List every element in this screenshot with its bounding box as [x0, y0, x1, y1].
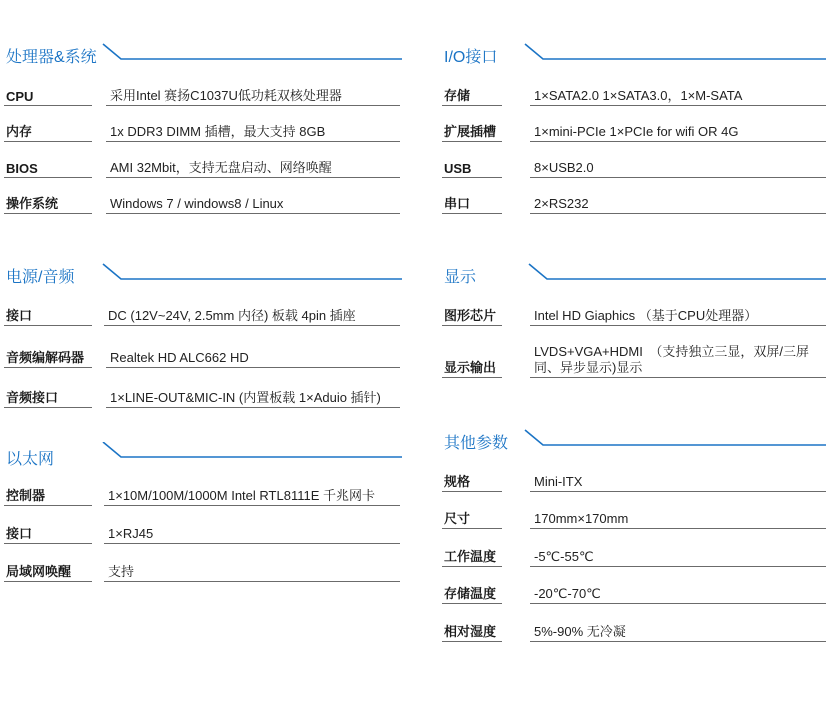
label-underline	[4, 105, 92, 106]
label-underline	[442, 491, 502, 492]
spec-value: LVDS+VGA+HDMI （支持独立三显，双屏/三屏同、异步显示)显示	[534, 344, 809, 375]
section-header	[438, 40, 830, 68]
value-underline	[106, 407, 400, 408]
section-header	[0, 40, 405, 68]
spec-label: 操作系统	[6, 196, 59, 211]
spec-row-storage	[438, 84, 830, 106]
spec-label: 音频编解码器	[6, 350, 85, 365]
spec-row-power-interface	[0, 304, 405, 326]
spec-label: 工作温度	[444, 549, 497, 564]
label-underline	[442, 325, 502, 326]
section-header-line	[438, 260, 830, 288]
spec-value: 1×mini-PCIe 1×PCIe for wifi OR 4G	[534, 124, 739, 139]
value-underline	[530, 491, 826, 492]
spec-label: 存储温度	[444, 586, 497, 601]
spec-value: 170mm×170mm	[534, 511, 629, 526]
spec-value: 1×LINE-OUT&MIC-IN (内置板载 1×Aduio 插针)	[110, 390, 381, 405]
label-underline	[442, 213, 502, 214]
label-underline	[4, 177, 92, 178]
spec-row-dimensions	[438, 507, 830, 529]
spec-label: 显示输出	[444, 360, 497, 375]
value-underline	[104, 543, 400, 544]
section-header	[0, 442, 405, 470]
spec-value: DC (12V~24V, 2.5mm 内径) 板载 4pin 插座	[108, 308, 356, 323]
value-underline	[106, 367, 400, 368]
value-underline	[104, 505, 400, 506]
spec-row-bios	[0, 156, 405, 178]
spec-row-usb	[438, 156, 830, 178]
spec-label: 图形芯片	[444, 308, 497, 323]
spec-row-wake-on-lan	[0, 560, 405, 582]
section-title: 显示	[444, 269, 477, 286]
spec-row-cpu	[0, 84, 405, 106]
spec-row-os	[0, 192, 405, 214]
spec-row-humidity	[438, 620, 830, 642]
spec-label: 内存	[6, 124, 33, 139]
spec-label: 存储	[444, 88, 471, 103]
spec-label: 规格	[444, 474, 471, 489]
spec-value: 2×RS232	[534, 196, 589, 211]
value-underline	[104, 325, 400, 326]
spec-value: 5%-90% 无冷凝	[534, 624, 626, 639]
spec-row-controller	[0, 484, 405, 506]
spec-label: 相对湿度	[444, 624, 497, 639]
spec-label: USB	[444, 161, 472, 176]
section-processor-system	[0, 40, 405, 68]
spec-label: 扩展插槽	[444, 124, 497, 139]
value-underline	[106, 177, 400, 178]
spec-row-graphics-chip	[438, 304, 830, 326]
section-title: 其他参数	[444, 435, 509, 452]
section-title: 电源/音频	[6, 269, 75, 286]
label-underline	[442, 566, 502, 567]
label-underline	[442, 377, 502, 378]
spec-label: 串口	[444, 196, 471, 211]
spec-label: 接口	[6, 526, 33, 541]
spec-label: 局域网唤醒	[6, 564, 72, 579]
section-header	[438, 426, 830, 454]
label-underline	[4, 505, 92, 506]
spec-value: 1×10M/100M/1000M Intel RTL8111E 千兆网卡	[108, 488, 375, 503]
spec-value: 8×USB2.0	[534, 160, 594, 175]
spec-value: AMI 32Mbit，支持无盘启动、网络唤醒	[110, 160, 332, 175]
spec-label: 控制器	[6, 488, 46, 503]
label-underline	[4, 407, 92, 408]
value-underline	[104, 581, 400, 582]
spec-row-operating-temp	[438, 545, 830, 567]
section-title: 以太网	[6, 451, 55, 468]
section-header-line	[0, 442, 405, 470]
section-display	[438, 260, 830, 288]
section-header	[438, 260, 830, 288]
spec-row-audio-interface	[0, 386, 405, 408]
label-underline	[4, 543, 92, 544]
spec-row-serial	[438, 192, 830, 214]
section-other-params	[438, 426, 830, 454]
value-underline	[106, 141, 400, 142]
section-io-interface	[438, 40, 830, 68]
spec-value: -20℃-70℃	[534, 586, 601, 601]
label-underline	[442, 105, 502, 106]
value-underline	[530, 105, 826, 106]
value-underline	[530, 177, 826, 178]
label-underline	[442, 641, 502, 642]
spec-label: 接口	[6, 308, 33, 323]
spec-row-memory	[0, 120, 405, 142]
value-underline	[530, 566, 826, 567]
spec-value: 1×SATA2.0 1×SATA3.0，1×M-SATA	[534, 88, 743, 103]
value-underline	[530, 141, 826, 142]
spec-value: -5℃-55℃	[534, 549, 594, 564]
label-underline	[4, 581, 92, 582]
spec-row-storage-temp	[438, 582, 830, 604]
spec-label: 音频接口	[6, 390, 59, 405]
value-underline	[530, 377, 826, 378]
value-underline	[106, 213, 400, 214]
label-underline	[4, 141, 92, 142]
value-underline	[530, 641, 826, 642]
spec-row-ethernet-interface	[0, 522, 405, 544]
value-underline	[106, 105, 400, 106]
spec-row-audio-codec	[0, 346, 405, 368]
spec-value: Realtek HD ALC662 HD	[110, 350, 249, 365]
section-header	[0, 260, 405, 288]
value-underline	[530, 528, 826, 529]
label-underline	[4, 325, 92, 326]
spec-value: Windows 7 / windows8 / Linux	[110, 196, 284, 211]
spec-label: BIOS	[6, 161, 38, 176]
spec-value: 支持	[108, 564, 135, 579]
label-underline	[442, 141, 502, 142]
spec-label: 尺寸	[444, 511, 471, 526]
section-power-audio	[0, 260, 405, 288]
label-underline	[442, 528, 502, 529]
spec-row-display-output	[438, 340, 830, 378]
value-underline	[530, 325, 826, 326]
spec-value: Intel HD Giaphics （基于CPU处理器）	[534, 308, 758, 323]
label-underline	[442, 177, 502, 178]
spec-value: 1x DDR3 DIMM 插槽，最大支持 8GB	[110, 124, 326, 139]
label-underline	[4, 213, 92, 214]
spec-label: CPU	[6, 89, 34, 104]
spec-value: Mini-ITX	[534, 474, 583, 489]
section-ethernet	[0, 442, 405, 470]
spec-row-form-factor	[438, 470, 830, 492]
value-underline	[530, 213, 826, 214]
spec-row-expansion-slots	[438, 120, 830, 142]
label-underline	[4, 367, 92, 368]
spec-value: 采用Intel 赛扬C1037U低功耗双核处理器	[110, 88, 342, 103]
section-title: I/O接口	[444, 49, 498, 66]
section-title: 处理器&系统	[6, 49, 97, 66]
value-underline	[530, 603, 826, 604]
label-underline	[442, 603, 502, 604]
spec-value: 1×RJ45	[108, 526, 154, 541]
